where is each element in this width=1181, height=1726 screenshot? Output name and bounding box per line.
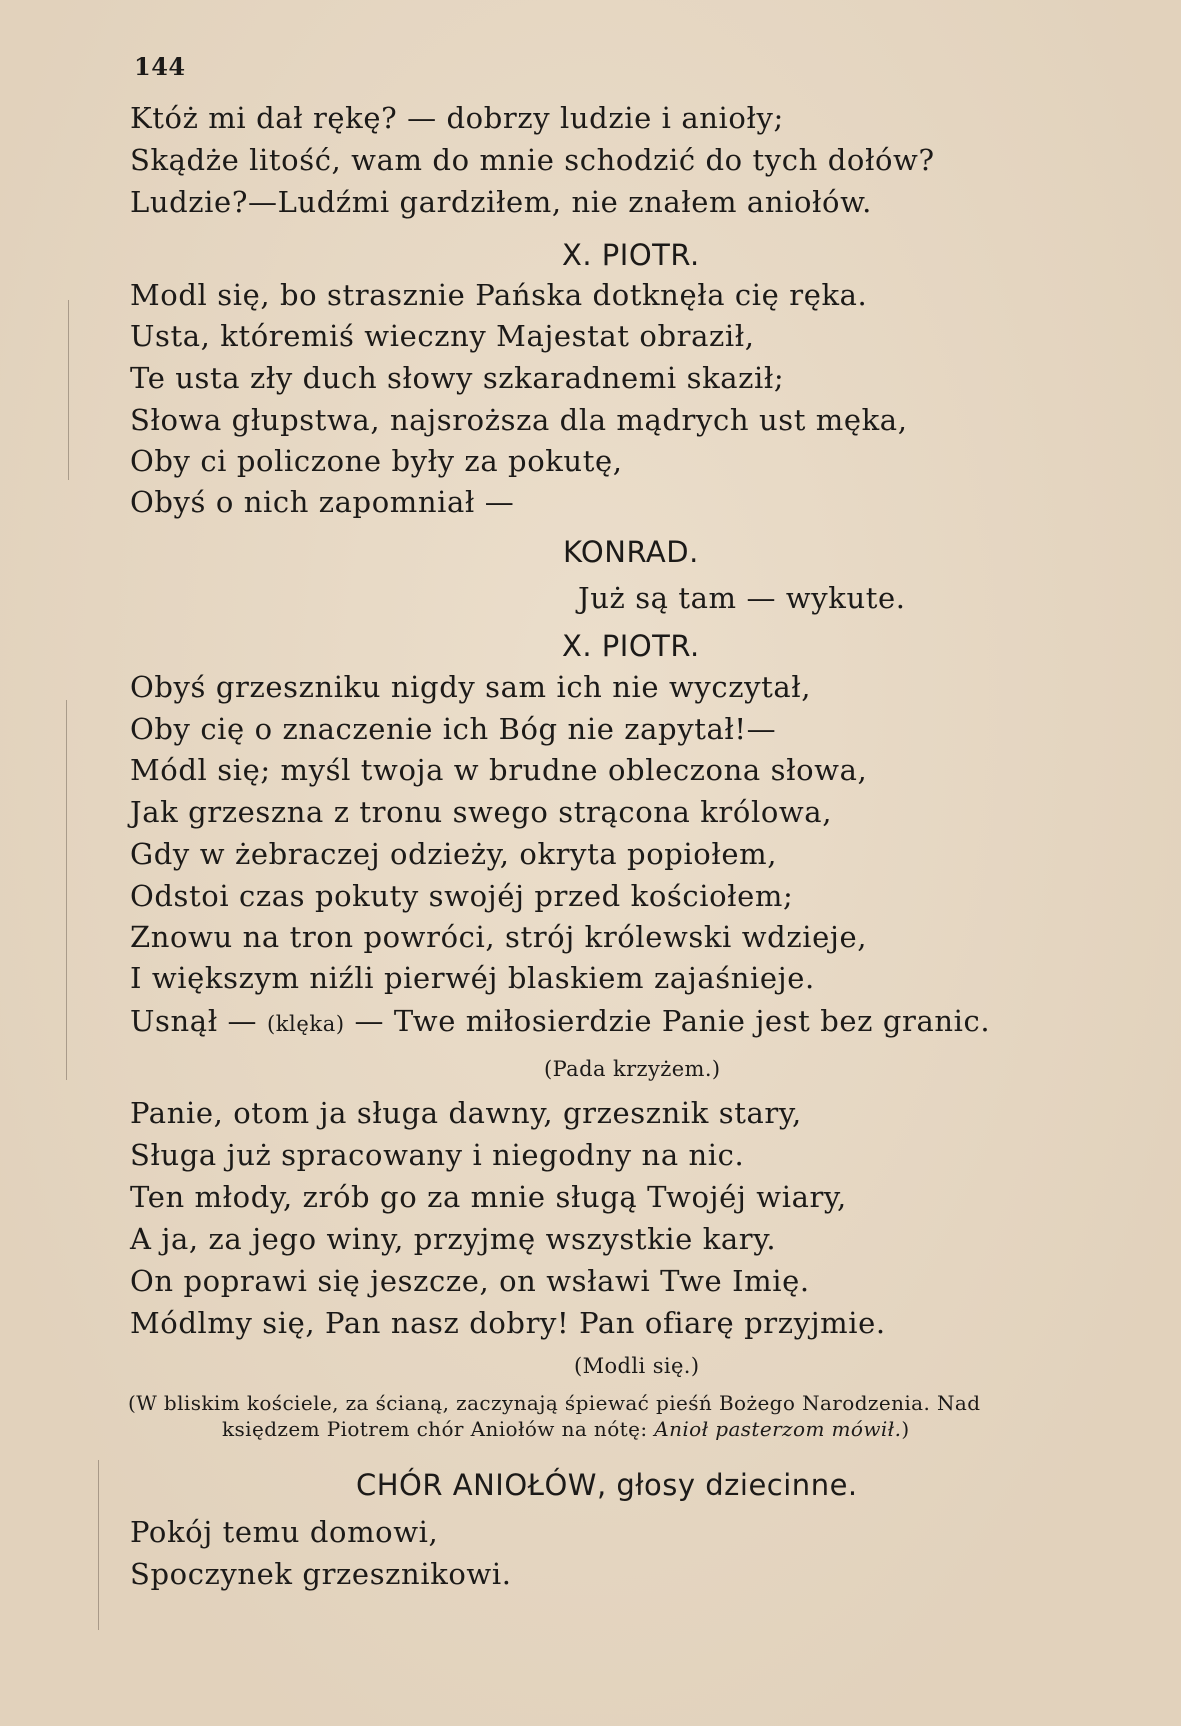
verse-line: Modl się, bo strasznie Pańska dotknęła cię ręka. xyxy=(130,278,868,312)
verse-line: Odstoi czas pokuty swojéj przed kościołem; xyxy=(130,879,794,913)
margin-mark xyxy=(66,700,67,1080)
stage-note-fragment: księdzem Piotrem chór Aniołów na nótę: xyxy=(222,1417,655,1441)
verse-line-with-stage xyxy=(130,1001,990,1044)
stage-direction: (Modli się.) xyxy=(574,1354,700,1378)
stage-note-fragment: ) xyxy=(901,1417,910,1441)
speaker-heading: CHÓR ANIOŁÓW, głosy dziecinne. xyxy=(356,1468,858,1502)
verse-fragment: Usnął — xyxy=(130,1004,267,1038)
verse-fragment: — Twe miłosierdzie Panie jest bez granic. xyxy=(344,1004,991,1038)
verse-line: Panie, otom ja sługa dawny, grzesznik stary, xyxy=(130,1096,802,1130)
inline-stage-direction: (klęka) xyxy=(266,1012,345,1036)
verse-line: Oby ci policzone były za pokutę, xyxy=(130,444,623,478)
verse-line: Obyś o nich zapomniał — xyxy=(130,485,515,519)
verse-line: Te usta zły duch słowy szkaradnemi skaził; xyxy=(130,361,785,395)
verse-line: I większym niźli pierwéj blaskiem zajaśnieje. xyxy=(130,961,815,995)
verse-line: Już są tam — wykute. xyxy=(578,581,906,615)
verse-line: Oby cię o znaczenie ich Bóg nie zapytał!— xyxy=(130,712,777,746)
verse-line: Jak grzeszna z tronu swego strącona królowa, xyxy=(130,795,833,829)
verse-line: Skądże litość, wam do mnie schodzić do tych dołów? xyxy=(130,143,935,177)
speaker-heading: KONRAD. xyxy=(563,535,699,569)
margin-mark xyxy=(98,1460,99,1630)
verse-line: Pokój temu domowi, xyxy=(130,1515,439,1549)
speaker-heading: X. PIOTR. xyxy=(562,629,700,663)
stage-note-line: (W bliskim kościele, za ścianą, zaczynają śpiewać pieśń Bożego Narodzenia. Nad xyxy=(128,1391,981,1415)
song-title: Anioł pasterzom mówił. xyxy=(654,1417,902,1441)
verse-line: A ja, za jego winy, przyjmę wszystkie kary. xyxy=(130,1222,777,1256)
verse-line: Słowa głupstwa, najsroższa dla mądrych ust męka, xyxy=(130,403,908,437)
verse-line: Módl się; myśl twoja w brudne obleczona słowa, xyxy=(130,753,868,787)
verse-line: Gdy w żebraczej odzieży, okryta popiołem, xyxy=(130,837,778,871)
page-number: 144 xyxy=(134,52,186,81)
verse-line: Obyś grzeszniku nigdy sam ich nie wyczytał, xyxy=(130,670,812,704)
verse-line: Znowu na tron powróci, strój królewski wdzieje, xyxy=(130,920,868,954)
stage-note-line xyxy=(222,1415,910,1443)
verse-line: Ludzie?—Ludźmi gardziłem, nie znałem aniołów. xyxy=(130,185,872,219)
verse-line: Któż mi dał rękę? — dobrzy ludzie i anioły; xyxy=(130,101,784,135)
verse-line: Usta, któremiś wieczny Majestat obraził, xyxy=(130,319,755,353)
verse-line: Módlmy się, Pan nasz dobry! Pan ofiarę przyjmie. xyxy=(130,1306,886,1340)
margin-mark xyxy=(68,300,69,480)
verse-line: Ten młody, zrób go za mnie sługą Twojéj wiary, xyxy=(130,1180,847,1214)
verse-line: Spoczynek grzesznikowi. xyxy=(130,1557,512,1591)
speaker-heading: X. PIOTR. xyxy=(562,238,700,272)
verse-line: On poprawi się jeszcze, on wsławi Twe Imię. xyxy=(130,1264,810,1298)
stage-direction: (Pada krzyżem.) xyxy=(544,1057,721,1081)
verse-line: Sługa już spracowany i niegodny na nic. xyxy=(130,1138,745,1172)
